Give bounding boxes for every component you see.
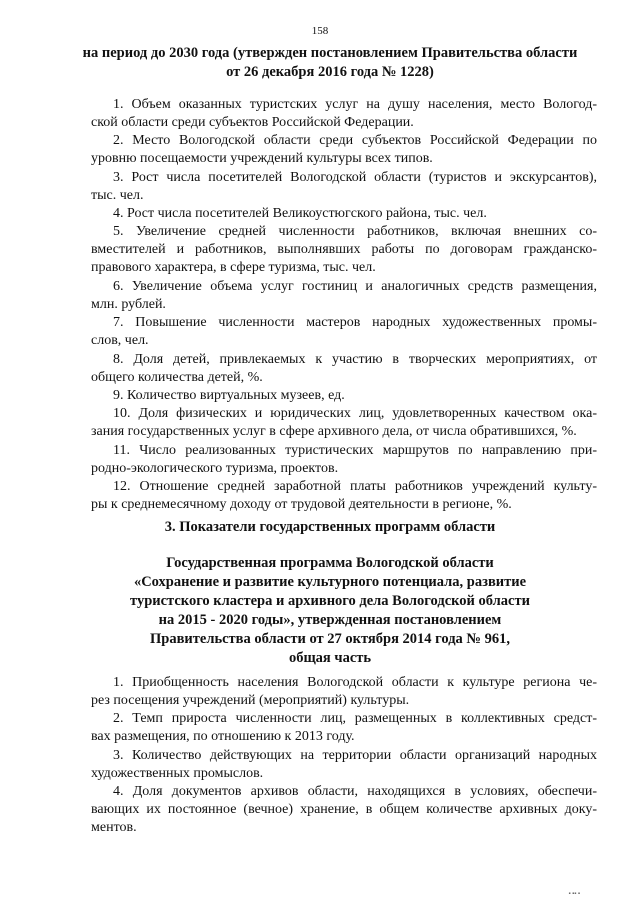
list-item-line: 12. Отношение средней заработной платы работников учреждений культу- [113, 479, 597, 495]
list-item-line: 1. Объем оказанных туристских услуг на душу населения, место Вологод- [113, 97, 597, 112]
top-heading [80, 44, 580, 82]
list-item [91, 314, 597, 350]
list-item-line: зания государственных услуг в сфере архивного дела, от числа обратившихся, %. [91, 424, 577, 440]
list-item [91, 674, 597, 710]
list-item [91, 405, 597, 441]
list-item-line: уровню посещаемости учреждений культуры всех типов. [91, 151, 433, 167]
list-item [91, 747, 597, 783]
program-heading [80, 554, 580, 668]
list-item-line: 4. Рост числа посетителей Великоустюгского района, тыс. чел. [113, 206, 487, 222]
section-heading: 3. Показатели государственных программ области [164, 519, 496, 535]
program-heading-line: на 2015 - 2020 годы», утвержденная постановлением [158, 612, 502, 628]
program-heading-line: Правительства области от 27 октября 2014 года № 961, [149, 631, 511, 647]
list-item-line: 2. Место Вологодской области среди субъектов Российской Федерации по [113, 133, 597, 149]
list-item-line: правового характера, в сфере туризма, тыс. чел. [91, 260, 376, 276]
list-item-line: 7. Повышение численности мастеров народных художественных промы- [113, 315, 597, 331]
list-item-line: 3. Количество действующих на территории области организаций народных [113, 747, 597, 763]
program-heading-line: туристского кластера и архивного дела Вологодской области [130, 593, 530, 609]
list-item-line: 4. Доля документов архивов области, находящихся в условиях, обеспечи- [113, 784, 597, 800]
program-heading-line: общая часть [288, 650, 372, 666]
list-item-line: 5. Увеличение средней численности работников, включая внешних со- [113, 224, 597, 240]
page-number: 158 [311, 25, 329, 37]
list-item [91, 132, 597, 168]
list-item [91, 169, 597, 205]
list-item-line: ской области среди субъектов Российской Федерации. [91, 115, 414, 130]
list-item-line: 9. Количество виртуальных музеев, ед. [113, 388, 345, 404]
list-item [91, 387, 597, 405]
list-item [91, 442, 597, 478]
list-item-line: ментов. [91, 820, 137, 836]
list-item-line: 11. Число реализованных туристических маршрутов по направлению при- [113, 442, 597, 458]
program-heading-line: «Сохранение и развитие культурного потенциала, развитие [133, 574, 527, 590]
footer-mark: ▪ ▪▪ ▪ [568, 891, 580, 897]
list-item [91, 96, 597, 132]
list-item-line: млн. рублей. [91, 297, 166, 312]
list-item [91, 205, 597, 223]
list-item-line: 6. Увеличение объема услуг гостиниц и аналогичных средств размещения, [113, 279, 597, 294]
list-item [91, 278, 597, 314]
list-item-line: 1. Приобщенность населения Вологодской области к культуре региона че- [113, 675, 597, 690]
list-item-line: 10. Доля физических и юридических лиц, удовлетворенных качеством ока- [113, 406, 597, 422]
program-heading-line: Государственная программа Вологодской области [166, 555, 494, 571]
list-item [91, 478, 597, 514]
list-item-line: родно-экологического туризма, проектов. [91, 460, 339, 476]
list-item-line: вающих их постоянное (вечное) хранение, в общем количестве архивных доку- [91, 802, 597, 818]
list-item-line: 3. Рост числа посетителей Вологодской области (туристов и экскурсантов), [113, 169, 597, 185]
list-item [91, 223, 597, 277]
top-heading-line: на период до 2030 года (утвержден постановлением Правительства области [82, 45, 578, 61]
list-item [91, 710, 597, 746]
list-item-line: слов, чел. [91, 333, 149, 349]
list-item-line: вместителей и работников, выполнявших работы по договорам гражданско- [91, 242, 597, 258]
list-item-line: вах размещения, по отношению к 2013 году. [91, 729, 355, 745]
list-item-line: тыс. чел. [91, 187, 144, 203]
list-item [91, 783, 597, 837]
list-item-line: 2. Темп прироста численности лиц, размещенных в коллективных средст- [113, 711, 597, 727]
list-item [91, 351, 597, 387]
list-item-line: 8. Доля детей, привлекаемых к участию в творческих мероприятиях, от [113, 351, 597, 367]
top-heading-line: от 26 декабря 2016 года № 1228) [226, 64, 434, 80]
list-item-line: художественных промыслов. [91, 765, 264, 781]
list-item-line: ры к среднемесячному доходу от трудовой деятельности в регионе, %. [91, 497, 512, 513]
list-item-line: общего количества детей, %. [91, 369, 263, 385]
list-item-line: рез посещения учреждений (мероприятий) культуры. [91, 693, 410, 708]
